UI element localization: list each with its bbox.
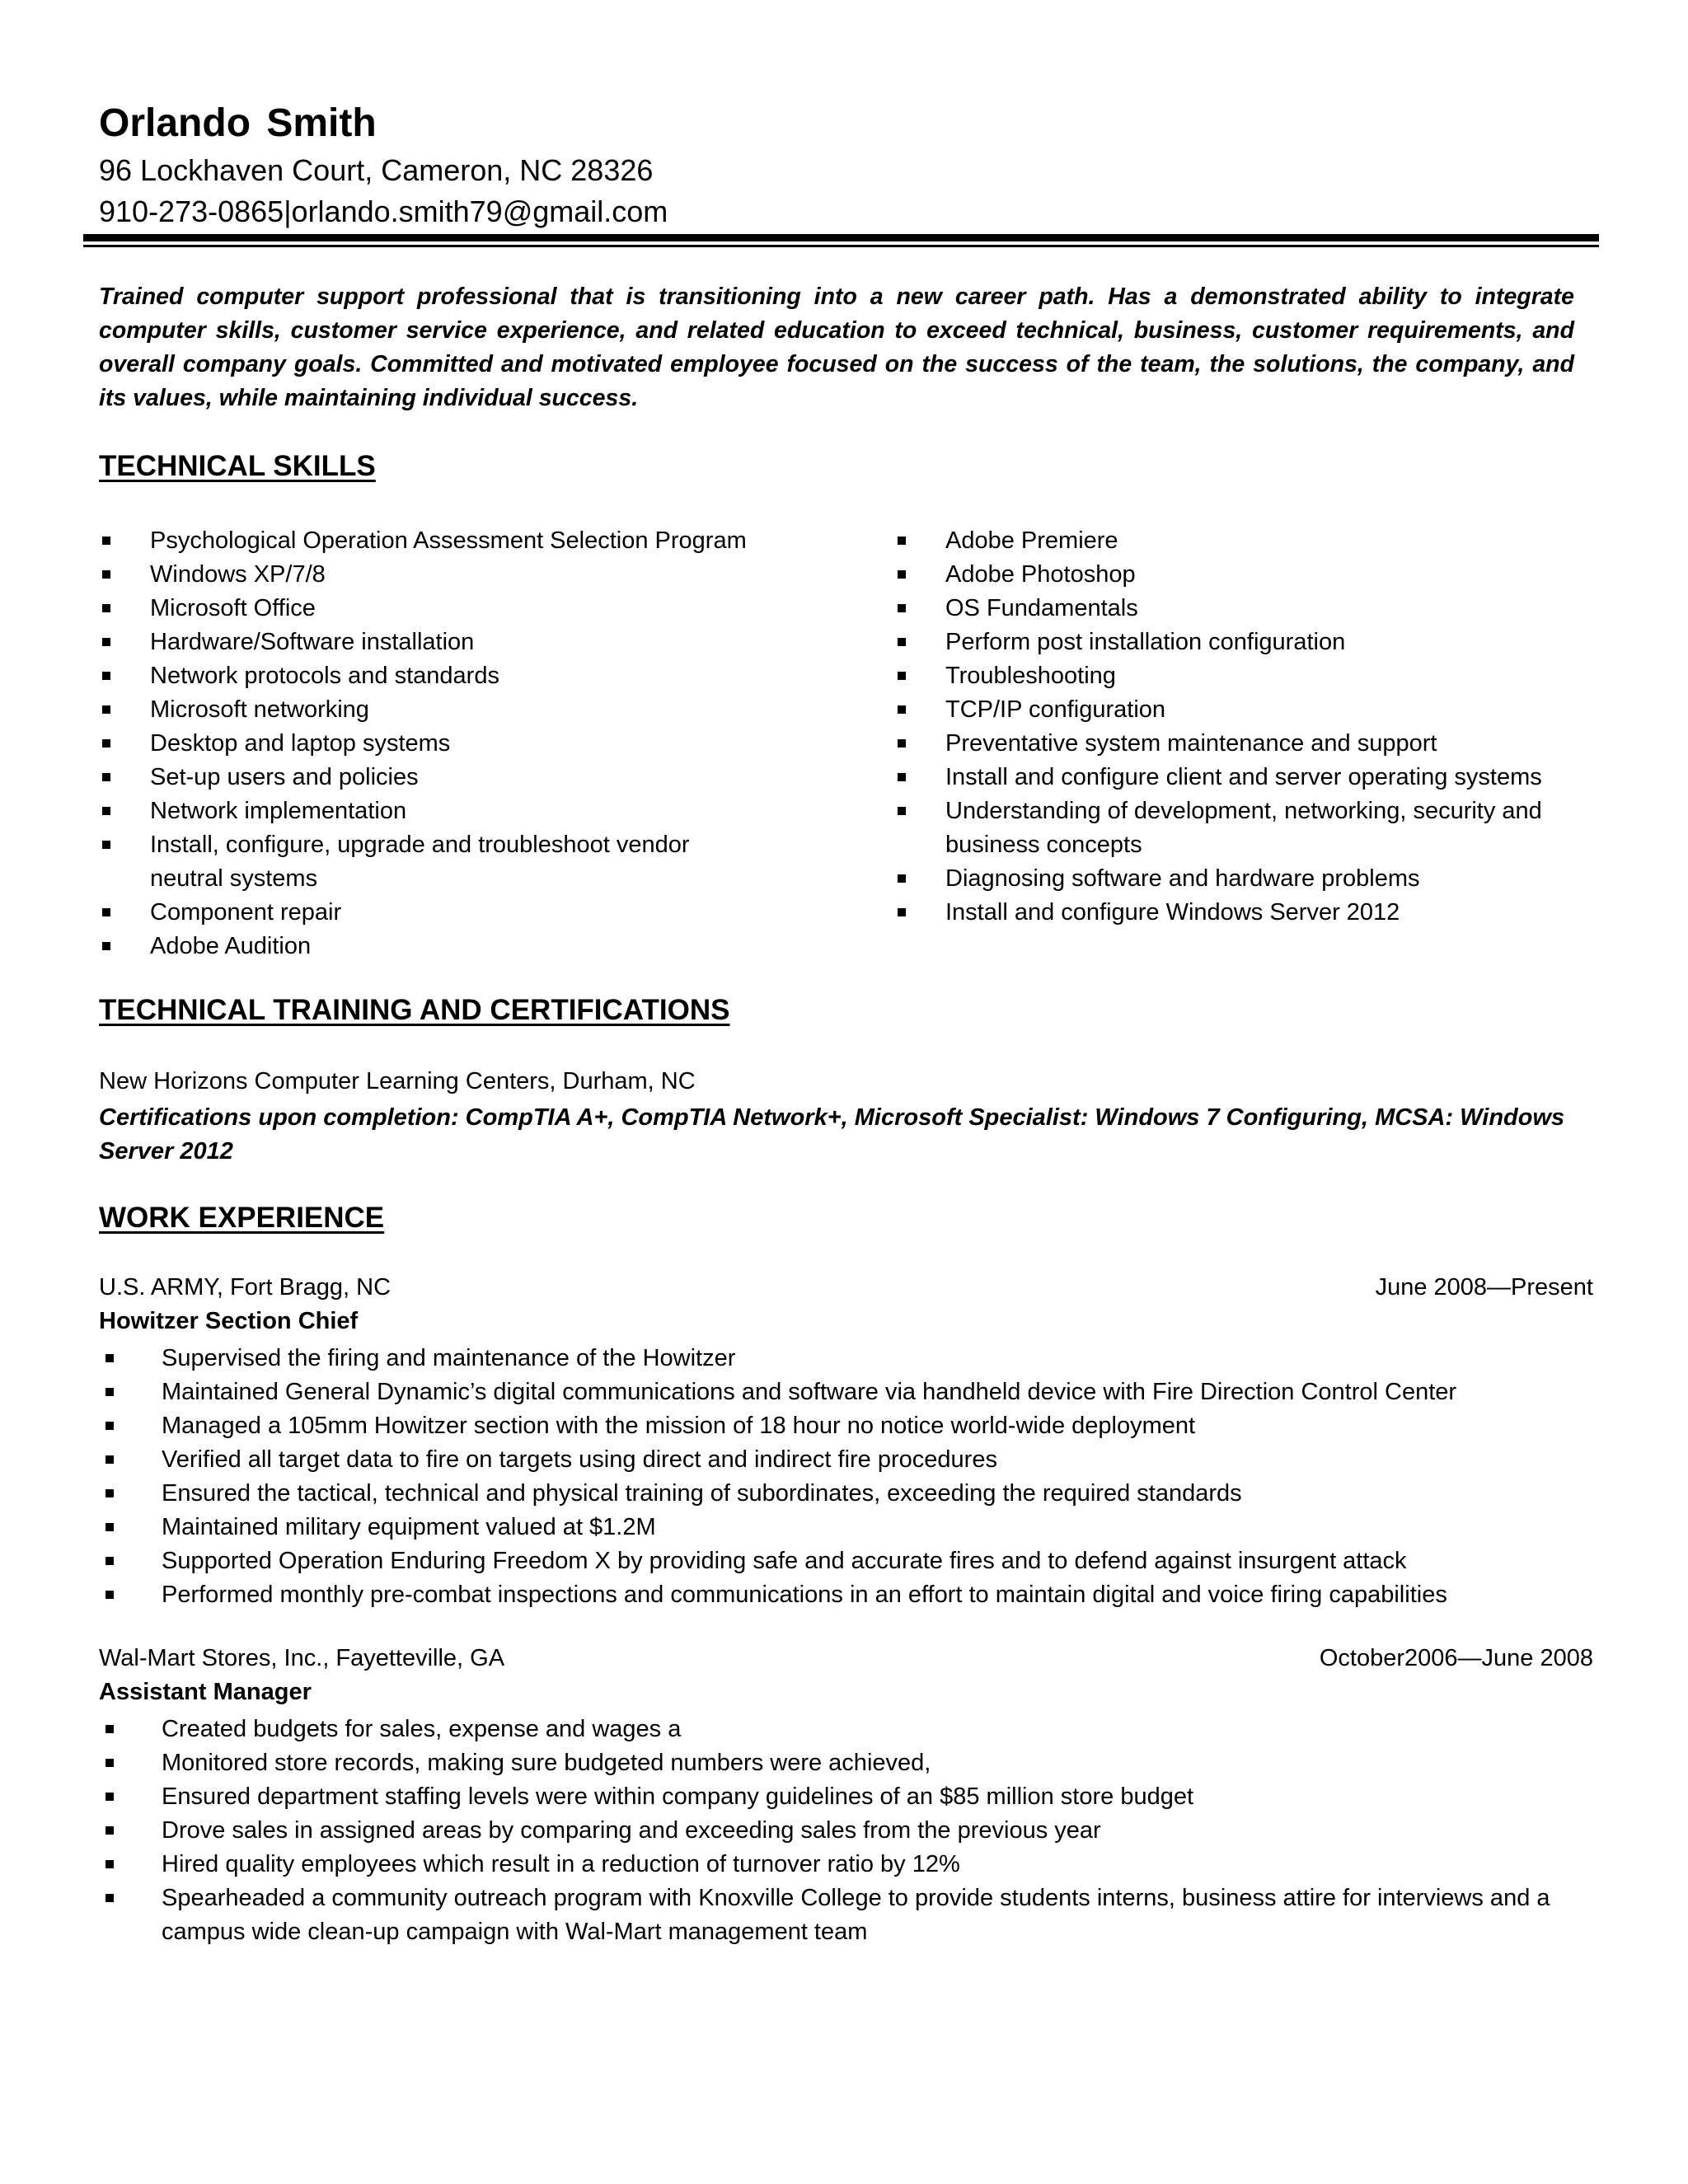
list-item: Install and configure client and server operating systems [894,761,1603,794]
list-item: Windows XP/7/8 [99,558,824,592]
technical-skills-heading: TECHNICAL SKILLS [99,450,376,482]
list-item: Managed a 105mm Howitzer section with the mission of 18 hour no notice world-wide deployment [99,1409,1591,1443]
list-item: Maintained General Dynamic’s digital communications and software via handheld device with Fire Direction Control Center [99,1376,1591,1409]
list-item: Ensured department staffing levels were within company guidelines of an $85 million store budget [99,1780,1591,1814]
list-item: Network protocols and standards [99,659,824,693]
employer: Wal-Mart Stores, Inc., Fayetteville, GA [99,1645,505,1671]
list-item: Preventative system maintenance and support [894,727,1603,761]
job-dates: June 2008—Present [1375,1274,1593,1301]
list-item: Monitored store records, making sure budgeted numbers were achieved, [99,1746,1591,1780]
list-item: Install and configure Windows Server 2012 [894,896,1603,930]
list-item: Diagnosing software and hardware problems [894,862,1603,896]
list-item: Ensured the tactical, technical and physical training of subordinates, exceeding the required standards [99,1477,1591,1511]
list-item: Psychological Operation Assessment Selection Program [99,524,824,558]
training-heading: TECHNICAL TRAINING AND CERTIFICATIONS [99,994,730,1026]
professional-summary: Trained computer support professional that is transitioning into a new career path. Has a demonstrated ability to integrate computer skills, customer service experience, and related education to exceed technical, business, customer requirements, and overall company goals. Committed and motivated employee focused on the success of the team, the solutions, the company, and its values, while maintaining individual success. [99,284,1574,411]
job-title: Howitzer Section Chief [99,1308,359,1334]
list-item: Set-up users and policies [99,761,824,794]
list-item: Microsoft networking [99,693,824,727]
skills-list-right [894,524,1603,930]
header-divider-thick [83,234,1599,241]
list-item: Adobe Premiere [894,524,1603,558]
certifications: Certifications upon completion: CompTIA A+, CompTIA Network+, Microsoft Specialist: Windows 7 Configuring, MCSA: Windows Server 2012 [99,1104,1565,1165]
job-bullets [99,1713,1591,1949]
list-item: Perform post installation configuration [894,626,1603,659]
list-item: Maintained military equipment valued at $1.2M [99,1511,1591,1544]
job-title: Assistant Manager [99,1679,312,1705]
list-item: Network implementation [99,794,824,828]
list-item: Performed monthly pre-combat inspections and communications in an effort to maintain digital and voice firing capabilities [99,1578,1591,1612]
skills-list-left [99,524,824,963]
training-institution: New Horizons Computer Learning Centers, Durham, NC [99,1068,696,1094]
work-experience-heading: WORK EXPERIENCE [99,1202,385,1234]
list-item: Troubleshooting [894,659,1603,693]
job-dates: October2006—June 2008 [1319,1645,1593,1671]
candidate-name: Orlando Smith [99,101,377,145]
list-item: Supported Operation Enduring Freedom X by providing safe and accurate fires and to defend against insurgent attack [99,1544,1591,1578]
list-item: Microsoft Office [99,592,824,626]
list-item: OS Fundamentals [894,592,1603,626]
list-item: Spearheaded a community outreach program with Knoxville College to provide students interns, business attire for interviews and a campus wide clean-up campaign with Wal-Mart management team [99,1882,1591,1949]
employer: U.S. ARMY, Fort Bragg, NC [99,1274,392,1301]
address: 96 Lockhaven Court, Cameron, NC 28326 [99,153,654,187]
list-item: TCP/IP configuration [894,693,1603,727]
list-item: Hired quality employees which result in a reduction of turnover ratio by 12% [99,1848,1591,1882]
list-item: Created budgets for sales, expense and wages a [99,1713,1591,1746]
list-item: Understanding of development, networking, security and business concepts [894,794,1597,862]
list-item: Supervised the firing and maintenance of the Howitzer [99,1342,1591,1376]
list-item: Adobe Audition [99,930,824,963]
list-item: Hardware/Software installation [99,626,824,659]
list-item: Component repair [99,896,824,930]
list-item: Install, configure, upgrade and troubleshoot vendor neutral systems [99,828,743,896]
phone-email: 910-273-0865|orlando.smith79@gmail.com [99,194,668,228]
list-item: Desktop and laptop systems [99,727,824,761]
list-item: Adobe Photoshop [894,558,1603,592]
header-divider-thin [83,245,1599,247]
list-item: Verified all target data to fire on targets using direct and indirect fire procedures [99,1443,1591,1477]
job-bullets [99,1342,1591,1612]
list-item: Drove sales in assigned areas by comparing and exceeding sales from the previous year [99,1814,1591,1848]
